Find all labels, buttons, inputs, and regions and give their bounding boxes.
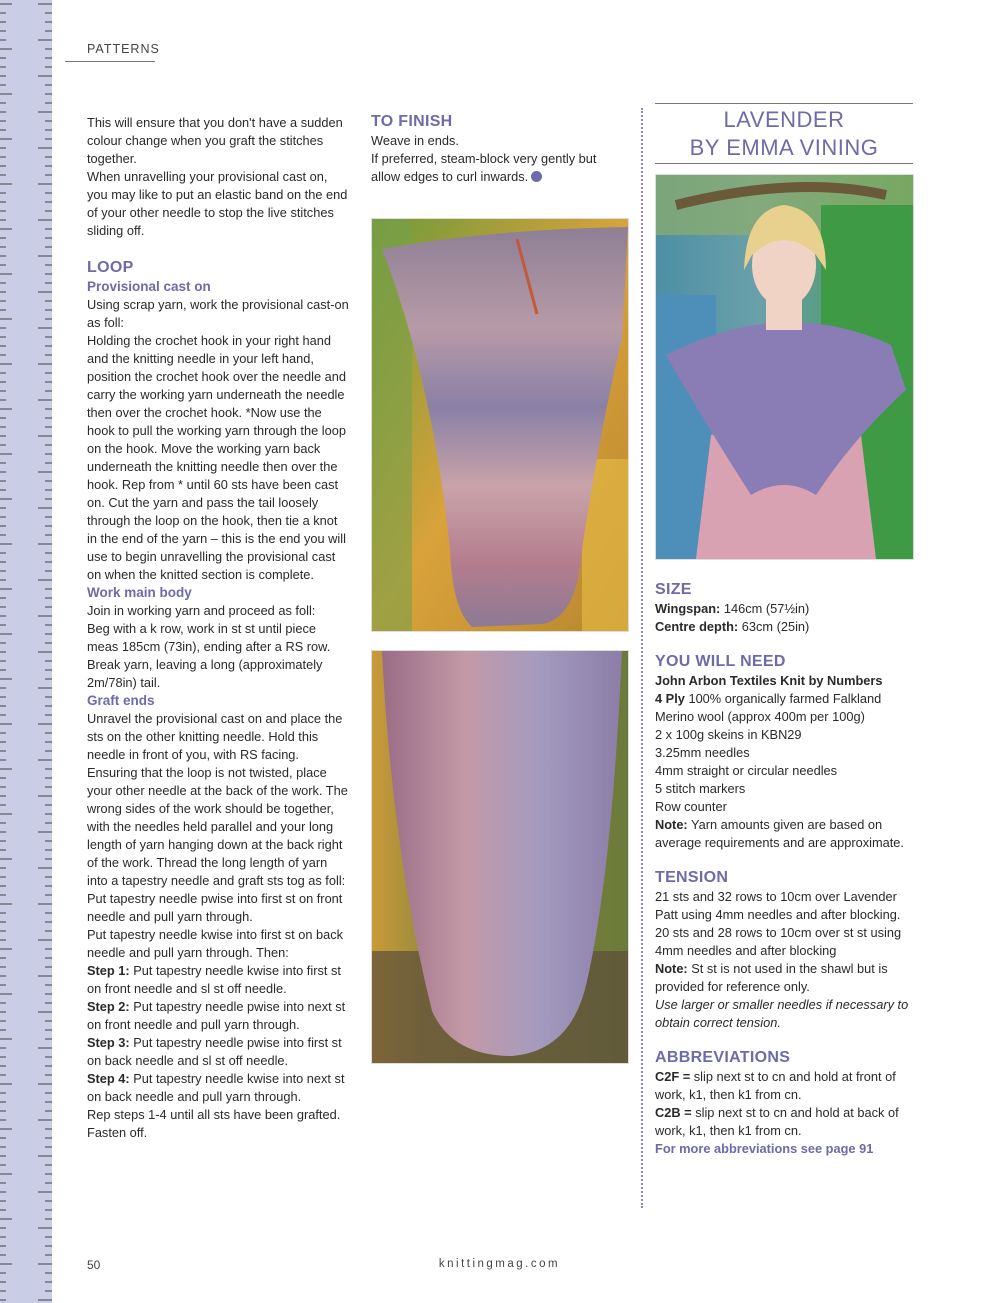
title-rule-bottom — [655, 163, 913, 164]
column-right — [655, 580, 917, 1158]
graft-paragraph: Put tapestry needle kwise into first st on back needle and pull yarn through. Then: — [87, 927, 344, 960]
graft-paragraph: Put tapestry needle pwise into first st on front needle and pull yarn through. — [87, 891, 343, 924]
step-label: Step 3: — [87, 1035, 130, 1050]
tension-italic: Use larger or smaller needles if necessary to obtain correct tension. — [655, 997, 909, 1030]
website-url: knittingmag.com — [438, 1258, 561, 1270]
size-line: Centre depth: 63cm (25in) — [655, 619, 810, 634]
graft-paragraph: Unravel the provisional cast on and place the sts on the other knitting needle. Hold this needle in front of you, with RS facing. Ensuring that the loop is not twisted, place your other needle at the back of the work. The wrong sides of the work should be together, with the needles held parallel and your long length of yarn hanging down at the back right of the work. Thread the long length of yarn into a tapestry needle and graft sts tog as foll: — [87, 711, 348, 888]
tension-line: 20 sts and 28 rows to 10cm over st st using 4mm needles and after blocking — [655, 925, 902, 958]
step-text: Put tapestry needle kwise into next st on back needle and pull yarn through. — [87, 1071, 345, 1104]
need-heading: YOU WILL NEED — [655, 653, 786, 670]
pattern-designer: BY EMMA VINING — [689, 135, 879, 160]
step-label: Step 4: — [87, 1071, 130, 1086]
section-label: PATTERNS — [87, 42, 160, 56]
step-line — [87, 1070, 349, 1106]
provisional-heading: Provisional cast on — [87, 279, 211, 294]
finish-paragraph: If preferred, steam-block very gently but allow edges to curl inwards. — [371, 151, 597, 184]
loop-heading: LOOP — [87, 259, 134, 276]
step-label: Step 2: — [87, 999, 130, 1014]
outro-paragraph: Rep steps 1-4 until all sts have been grafted. — [87, 1107, 341, 1122]
abbr-line: C2B = slip next st to cn and hold at back of work, k1, then k1 from cn. — [655, 1105, 899, 1138]
step-text: Put tapestry needle pwise into next st on front needle and pull yarn through. — [87, 999, 346, 1032]
size-heading: SIZE — [655, 581, 692, 598]
measuring-ruler — [0, 0, 52, 1303]
need-item: 5 stitch markers — [655, 781, 746, 796]
step-line — [87, 1034, 349, 1070]
intro-paragraph: When unravelling your provisional cast on, you may like to put an elastic band on the end of your other needle to stop the live stitches sliding off. — [87, 169, 348, 238]
column-divider — [641, 108, 643, 1208]
need-note: Note: Yarn amounts given are based on average requirements and are approximate. — [655, 817, 904, 850]
graft-heading: Graft ends — [87, 693, 155, 708]
finish-paragraph: Weave in ends. — [371, 133, 459, 148]
cowl-photo-bottom — [371, 650, 629, 1064]
finish-heading: TO FINISH — [371, 113, 453, 130]
step-line — [87, 962, 349, 998]
yarn-desc: 4 Ply 100% organically farmed Falkland Merino wool (approx 400m per 100g) — [655, 691, 882, 724]
section-underline — [65, 61, 155, 62]
more-abbreviations-link[interactable]: For more abbreviations see page 91 — [655, 1141, 874, 1156]
title-rule-top — [655, 103, 913, 104]
pattern-title: LAVENDER — [723, 107, 845, 132]
abbr-line: C2F = slip next st to cn and hold at front of work, k1, then k1 from cn. — [655, 1069, 896, 1102]
yarn-ball-icon — [531, 171, 542, 182]
provisional-paragraph: Holding the crochet hook in your right hand and the knitting needle in your left hand, position the crochet hook over the needle and carry the working yarn underneath the needle then over the crochet hook. *Now use the hook to pull the working yarn through the loop on the hook. Move the working yarn back underneath the knitting needle then over the hook. Rep from * until 60 sts have been cast on. Cut the yarn and pass the tail loosely through the loop on the hook, then tie a knot in the end of the yarn – this is the end you will use to begin unravelling the provisional cast on when the knitted section is complete. — [87, 333, 346, 582]
need-item: 4mm straight or circular needles — [655, 763, 838, 778]
intro-paragraph: This will ensure that you don't have a sudden colour change when you graft the stitches together. — [87, 115, 343, 166]
need-item: Row counter — [655, 799, 727, 814]
column-middle — [371, 112, 629, 186]
abbreviations-heading: ABBREVIATIONS — [655, 1049, 791, 1066]
page-number: 50 — [87, 1258, 101, 1272]
column-left — [87, 114, 349, 1142]
ruler-ticks — [0, 0, 52, 1303]
need-item: 3.25mm needles — [655, 745, 750, 760]
tension-line: 21 sts and 32 rows to 10cm over Lavender Patt using 4mm needles and after blocking. — [655, 889, 901, 922]
provisional-paragraph: Using scrap yarn, work the provisional cast-on as foll: — [87, 297, 349, 330]
yarn-name: John Arbon Textiles Knit by Numbers — [655, 673, 883, 688]
step-text: Put tapestry needle pwise into first st on back needle and sl st off needle. — [87, 1035, 342, 1068]
cowl-photo-top — [371, 218, 629, 632]
size-line: Wingspan: 146cm (57½in) — [655, 601, 810, 616]
step-label: Step 1: — [87, 963, 130, 978]
step-text: Put tapestry needle kwise into first st on front needle and sl st off needle. — [87, 963, 341, 996]
main-body-paragraph: Join in working yarn and proceed as foll: — [87, 603, 316, 618]
step-line — [87, 998, 349, 1034]
tension-heading: TENSION — [655, 869, 729, 886]
need-item: 2 x 100g skeins in KBN29 — [655, 727, 802, 742]
outro-paragraph: Fasten off. — [87, 1125, 148, 1140]
tension-note: Note: St st is not used in the shawl but is provided for reference only. — [655, 961, 888, 994]
main-body-paragraph: Beg with a k row, work in st st until piece meas 185cm (73in), ending after a RS row. Break yarn, leaving a long (approximately 2m/78in) tail. — [87, 621, 331, 690]
main-body-heading: Work main body — [87, 585, 192, 600]
model-photo — [655, 174, 914, 560]
